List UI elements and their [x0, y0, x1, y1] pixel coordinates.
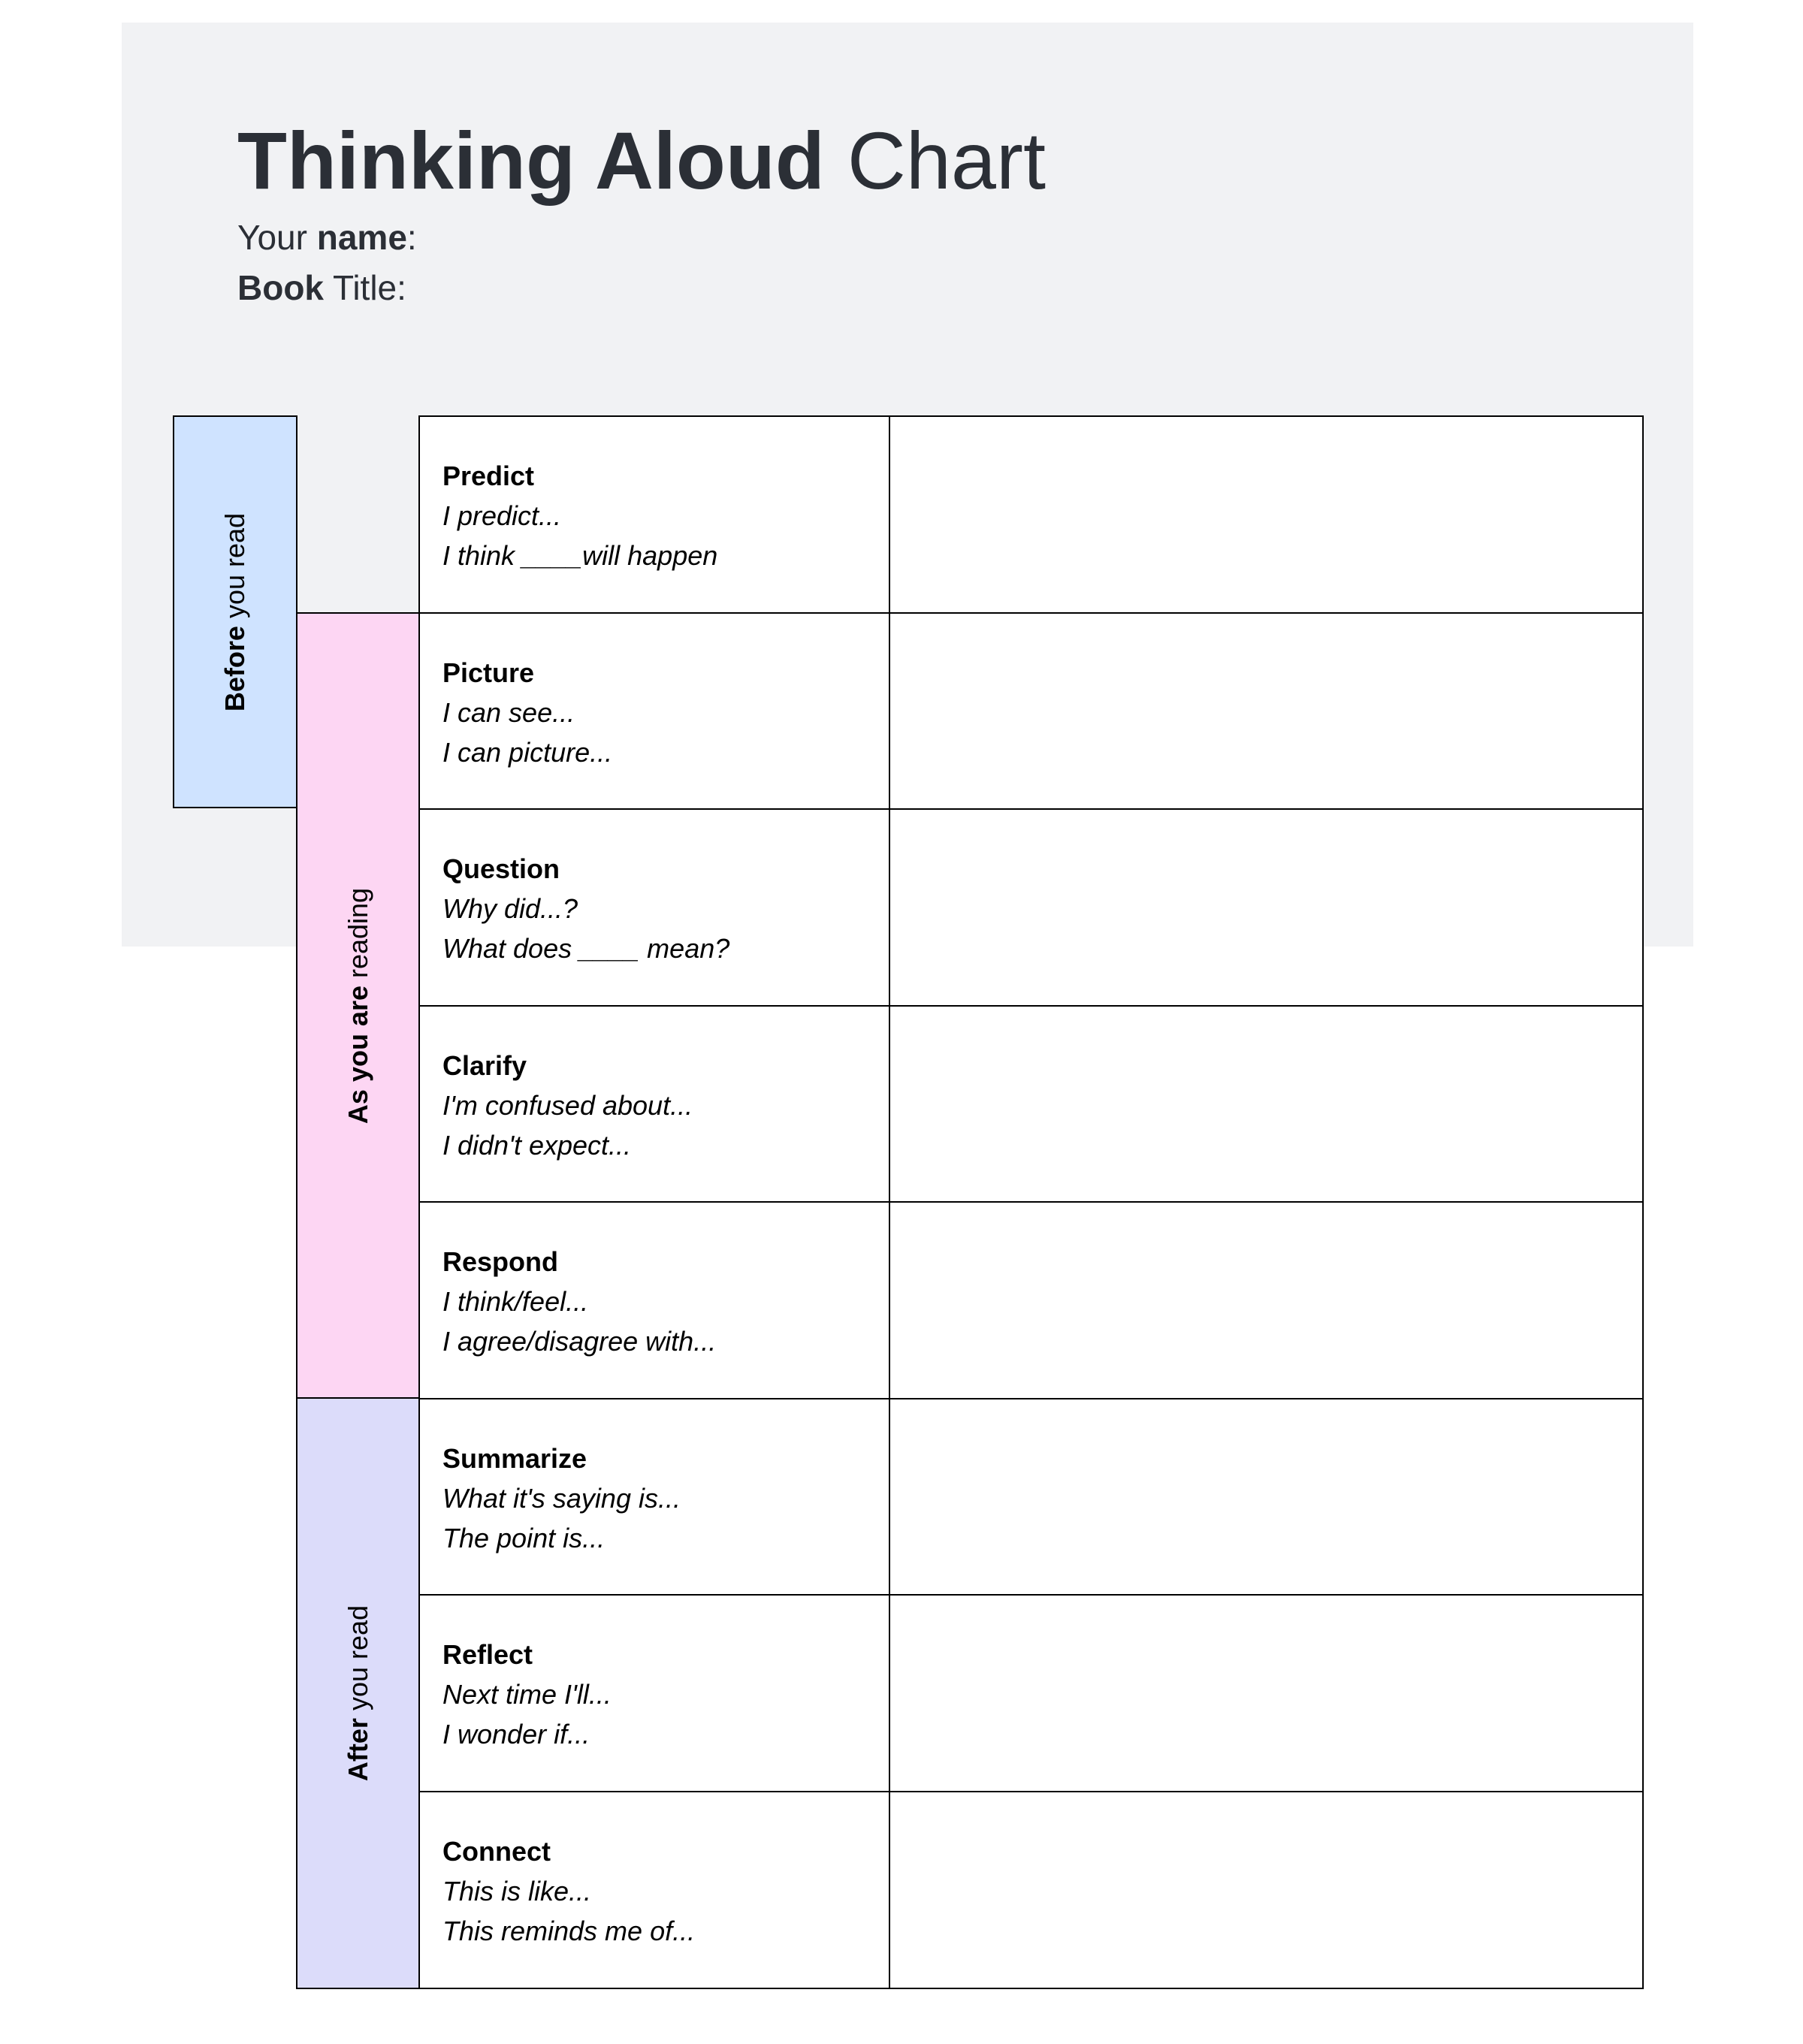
response-cell-reflect[interactable]	[890, 1596, 1642, 1791]
phase-during-label	[343, 887, 374, 1123]
prompt-heading: Summarize	[442, 1442, 587, 1474]
prompt-cell	[420, 614, 890, 809]
book-label: Book	[237, 268, 324, 307]
prompt-line: I didn't expect...	[442, 1129, 632, 1161]
table-row	[420, 1792, 1642, 1989]
phase-before-rest: you read	[219, 512, 250, 626]
prompt-line: I can see...	[442, 696, 575, 728]
name-field[interactable]	[237, 216, 417, 259]
prompt-heading: Respond	[442, 1246, 559, 1277]
table-row	[420, 810, 1642, 1007]
title-bold: Thinking Aloud	[237, 115, 825, 206]
prompt-line: I predict...	[442, 500, 562, 531]
prompt-line: I think/feel...	[442, 1286, 589, 1317]
thinking-chart-table	[418, 415, 1644, 1989]
prompt-heading: Predict	[442, 460, 535, 491]
response-cell-clarify[interactable]	[890, 1007, 1642, 1202]
prompt-line: I can picture...	[442, 736, 613, 768]
prompt-cell	[420, 810, 890, 1005]
prompt-heading: Reflect	[442, 1639, 533, 1670]
prompt-cell	[420, 1399, 890, 1595]
phase-after-strong: After	[343, 1718, 373, 1782]
book-suffix: Title:	[324, 268, 406, 307]
title-regular: Chart	[824, 115, 1046, 206]
book-title-field[interactable]	[237, 266, 406, 309]
prompt-heading: Question	[442, 853, 560, 884]
prompt-cell	[420, 1596, 890, 1791]
phase-after-rest: you read	[343, 1605, 373, 1719]
prompt-line: I'm confused about...	[442, 1089, 693, 1121]
table-row	[420, 417, 1642, 614]
phase-during-strong: As you are	[343, 985, 373, 1124]
response-cell-question[interactable]	[890, 810, 1642, 1005]
prompt-heading: Picture	[442, 657, 535, 688]
prompt-line: I wonder if...	[442, 1719, 590, 1750]
table-row	[420, 1399, 1642, 1596]
prompt-line: What does ____ mean?	[442, 933, 730, 964]
phase-during-band	[296, 612, 421, 1399]
response-cell-respond[interactable]	[890, 1203, 1642, 1398]
phase-after-band	[296, 1397, 421, 1989]
table-row	[420, 1596, 1642, 1792]
name-label: name	[316, 218, 407, 257]
response-cell-summarize[interactable]	[890, 1399, 1642, 1595]
prompt-line: Why did...?	[442, 893, 578, 924]
phase-before-band	[173, 415, 297, 808]
prompt-line: This is like...	[442, 1875, 592, 1907]
table-row	[420, 1007, 1642, 1203]
prompt-cell	[420, 1203, 890, 1398]
prompt-cell	[420, 1007, 890, 1202]
prompt-heading: Clarify	[442, 1049, 527, 1081]
phase-during-rest: reading	[343, 887, 373, 986]
response-cell-predict[interactable]	[890, 417, 1642, 612]
page-title	[237, 114, 1046, 207]
prompt-cell	[420, 417, 890, 612]
prompt-line: I agree/disagree with...	[442, 1326, 717, 1357]
table-row	[420, 1203, 1642, 1399]
prompt-line: The point is...	[442, 1522, 606, 1553]
phase-before-label	[219, 512, 251, 711]
prompt-cell	[420, 1792, 890, 1989]
prompt-heading: Connect	[442, 1835, 551, 1867]
prompt-line: I think ____will happen	[442, 540, 718, 571]
table-row	[420, 614, 1642, 811]
prompt-line: Next time I'll...	[442, 1679, 612, 1710]
prompt-line: What it's saying is...	[442, 1482, 681, 1514]
prompt-line: This reminds me of...	[442, 1915, 696, 1946]
phase-after-label	[343, 1605, 374, 1781]
name-suffix: :	[406, 218, 417, 257]
name-prefix: Your	[237, 218, 317, 257]
response-cell-picture[interactable]	[890, 614, 1642, 809]
response-cell-connect[interactable]	[890, 1792, 1642, 1989]
phase-before-strong: Before	[219, 625, 250, 711]
